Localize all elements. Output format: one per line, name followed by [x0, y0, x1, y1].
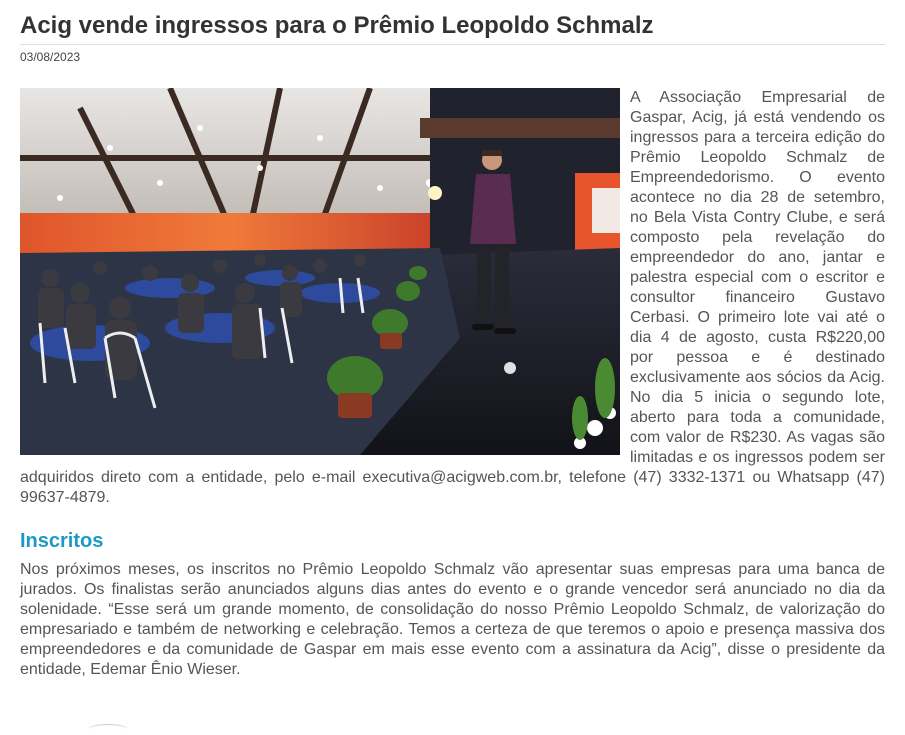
article — [20, 10, 885, 680]
article-body — [20, 88, 885, 508]
partial-logo-outline — [88, 724, 128, 735]
event-photo — [20, 88, 620, 455]
event-photo-illustration — [20, 88, 620, 455]
article-paragraph-2: Nos próximos meses, os inscritos no Prêmio Leopoldo Schmalz vão apresentar suas empresas para uma banca de jurados. Os finalistas serão anunciados alguns dias antes do evento e o grande vencedor será anunciado no dia da solenidade. “Esse será um grande momento, de consolidação do nosso Prêmio Leopoldo Schmalz, de valorização do empresariado e também de networking e celebração. Temos a certeza de que teremos o apoio e presença massiva dos empreendedores e da comunidade de Gaspar em mais esse evento com a assinatura da Acig”, disse o presidente da entidade, Edemar Ênio Wieser. — [20, 561, 885, 678]
section-heading-inscritos: Inscritos — [20, 530, 104, 552]
article-title: Acig vende ingressos para o Prêmio Leopoldo Schmalz — [20, 10, 885, 45]
article-date: 03/08/2023 — [20, 50, 81, 64]
article-paragraph-1: A Associação Empresarial de Gaspar, Acig, já está vendendo os ingressos para a terceira edição do Prêmio Leopoldo Schmalz de Empreendedorismo. O evento acontece no dia 28 de setembro, no Bela Vista Contry Clube, e será composto pela revelação do empreendedor do ano, jantar e palestra especial com o escritor e consultor financeiro Gustavo Cerbasi. O primeiro lote vai até o dia 4 de agosto, custa R$220,00 por pessoa e é destinado exclusivamente aos sócios da Acig. No dia 5 inicia o segundo lote, aberto para toda a comunidade, com valor de R$230. As vagas são limitadas e os ingressos podem ser adquiridos direto com a entidade, pelo e-mail executiva@acigweb.com.br, telefone (47) 3332-1371 ou Whatsapp (47) 99637-4879. — [20, 89, 885, 506]
